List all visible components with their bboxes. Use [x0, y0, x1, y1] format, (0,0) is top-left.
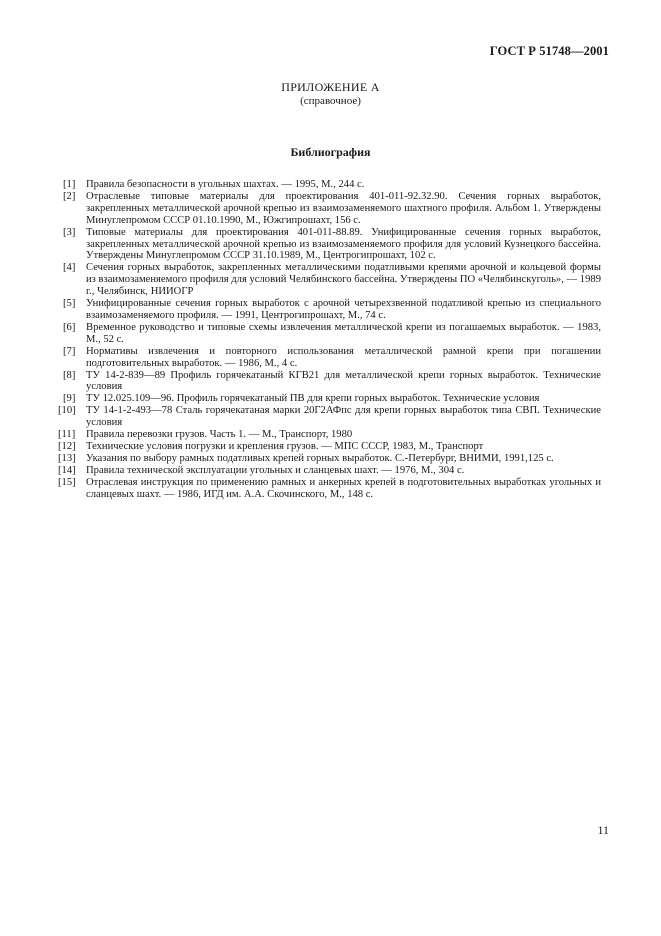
- bibliography-item-number: [12]: [58, 440, 76, 452]
- bibliography-list: [58, 179, 601, 500]
- bibliography-item: [58, 405, 601, 429]
- bibliography-item-text: Отраслевая инструкция по применению рамных и анкерных крепей в подготовительных выработках угольных и сланцевых шахт. — 1986, ИГД им. А.А. Скочинского, М., 148 с.: [86, 476, 601, 500]
- bibliography-item-text: Временное руководство и типовые схемы извлечения металлической крепи из погашаемых выработок. — 1983, М., 52 с.: [86, 321, 601, 345]
- bibliography-item: [58, 440, 601, 453]
- bibliography-item-text: Правила безопасности в угольных шахтах. — 1995, М., 244 с.: [86, 179, 365, 190]
- bibliography-item-text: Унифицированные сечения горных выработок с арочной четырехзвенной податливой крепью из специального взаимозаменяемого профиля. — 1991, Центрогипрошахт, М., 74 с.: [86, 298, 601, 321]
- bibliography-item-text: ТУ 14-2-839—89 Профиль горячекатаный КГВ21 для металлической крепи горных выработок. Технические условия: [86, 369, 601, 393]
- bibliography-item-text: ТУ 12.025.109—96. Профиль горячекатаный ПВ для крепи горных выработок. Технические условия: [86, 393, 540, 405]
- bibliography-item-number: [9]: [63, 393, 76, 405]
- bibliography-item: [58, 429, 601, 441]
- bibliography-item-number: [4]: [63, 262, 76, 274]
- bibliography-item-text: Правила технической эксплуатации угольных и сланцевых шахт. — 1976, М., 304 с.: [86, 464, 465, 476]
- bibliography-item-text: Указания по выбору рамных податливых крепей горных выработок. С.-Петербург, ВНИМИ, 1991,125 с.: [86, 452, 554, 464]
- bibliography-item-number: [3]: [63, 226, 76, 238]
- bibliography-item-number: [14]: [58, 464, 76, 476]
- bibliography-item-text: Нормативы извлечения и повторного использования металлической рамной крепи при погашении подготовительных выработок. — 1986, М., 4 с.: [86, 345, 601, 369]
- bibliography-item-number: [10]: [58, 405, 76, 417]
- bibliography-item-text: Отраслевые типовые материалы для проектирования 401-011-92.32.90. Сечения горных выработок, закрепленных металлической арочной крепью из взаимозаменяемого шахтного профиля. Альбом 1. Утверждены Минуглепромом СССР 01.10.1990, М., Южгипрошахт, 156 с.: [86, 190, 601, 226]
- bibliography-item: [65, 227, 601, 263]
- bibliography-item-text: Правила перевозки грузов. Часть 1. — М., Транспорт, 1980: [86, 429, 353, 441]
- bibliography-item: [65, 262, 601, 298]
- bibliography-item: [65, 322, 601, 346]
- bibliography-item: [65, 298, 601, 322]
- bibliography-item-number: [2]: [63, 190, 76, 202]
- bibliography-item-number: [6]: [63, 321, 76, 333]
- bibliography-item: [65, 179, 601, 191]
- bibliography-item: [58, 452, 601, 465]
- bibliography-item-text: ТУ 14-1-2-493—78 Сталь горячекатаная марки 20Г2АФпс для крепи горных выработок типа СВП. Технические условия: [86, 405, 601, 429]
- bibliography-item-number: [15]: [58, 476, 76, 488]
- document-code-header: ГОСТ Р 51748—2001: [489, 44, 609, 58]
- appendix-subtitle: (справочное): [300, 95, 361, 107]
- bibliography-item-number: [5]: [63, 298, 76, 310]
- bibliography-item: [65, 191, 601, 227]
- bibliography-item: [65, 370, 601, 394]
- bibliography-item: [58, 476, 601, 501]
- bibliography-item: [65, 393, 601, 405]
- bibliography-item-text: Технические условия погрузки и крепления грузов. — МПС СССР, 1983, М., Транспорт: [86, 440, 484, 452]
- bibliography-heading: Библиография: [290, 145, 371, 159]
- bibliography-item: [58, 464, 601, 477]
- bibliography-item-number: [13]: [58, 452, 76, 464]
- bibliography-item-text: Сечения горных выработок, закрепленных металлическими податливыми крепями арочной и кольцевой формы из взаимозаменяемого профиля для условий Челябинского бассейна. Утверждены ПО «Челябинскуголь», — 1989 г., Челябинск, НИИОГР: [86, 262, 601, 298]
- page-number: 11: [597, 823, 609, 837]
- appendix-title: ПРИЛОЖЕНИЕ А: [281, 80, 380, 94]
- bibliography-item-number: [1]: [63, 179, 76, 190]
- bibliography-item: [65, 346, 601, 370]
- bibliography-item-number: [8]: [63, 369, 76, 381]
- bibliography-item-number: [11]: [58, 429, 76, 441]
- bibliography-item-text: Типовые материалы для проектирования 401-011-88.89. Унифицированные сечения горных выработок, закрепленных металлической арочной крепью из взаимозаменяемого профиля для условий Кузнецкого бассейна. Утверждены Минуглепромом СССР 31.10.1989, М., Центрогипрошахт, 102 с.: [86, 226, 601, 262]
- bibliography-item-number: [7]: [63, 345, 76, 357]
